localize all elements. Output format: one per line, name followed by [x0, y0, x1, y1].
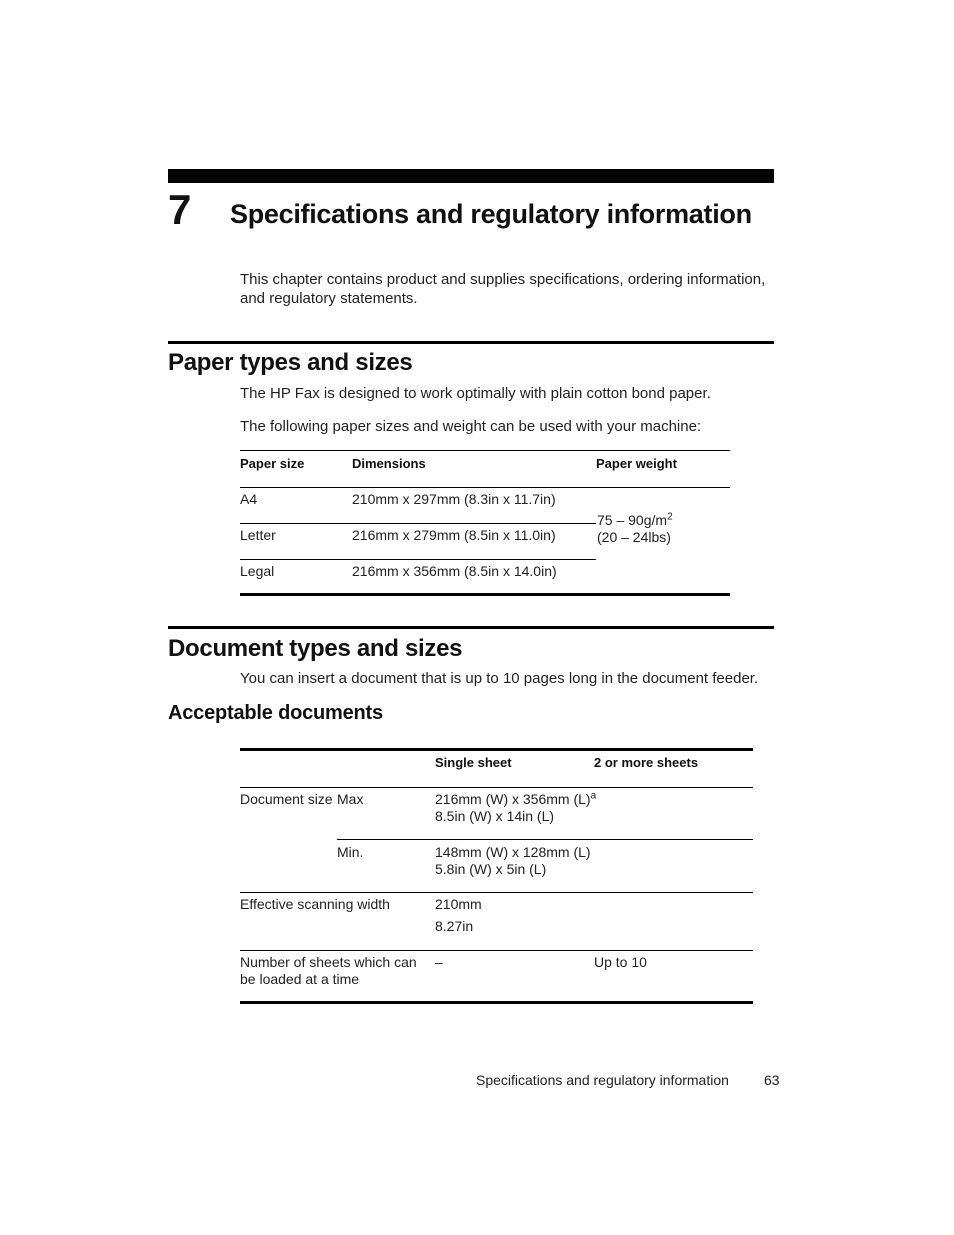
max-size-value: 216mm (W) x 356mm (L)	[435, 791, 591, 807]
max-size-metric	[435, 791, 596, 808]
table-rule	[240, 892, 753, 893]
section-heading-document: Document types and sizes	[168, 635, 463, 662]
section-rule	[168, 626, 774, 629]
chapter-number: 7	[168, 186, 192, 233]
section-heading-paper: Paper types and sizes	[168, 349, 413, 376]
paper-para-1: The HP Fax is designed to work optimally with plain cotton bond paper.	[240, 385, 711, 402]
intro-line-1: This chapter contains product and supplies specifications, ordering information,	[240, 271, 766, 288]
chapter-title: Specifications and regulatory information	[230, 199, 752, 229]
dimensions-cell: 216mm x 279mm (8.5in x 11.0in)	[352, 527, 556, 543]
sheets-single-cell: –	[435, 954, 443, 970]
row-label-scanning-width: Effective scanning width	[240, 896, 390, 912]
row-sublabel-min: Min.	[337, 844, 364, 860]
chapter-intro	[240, 270, 780, 308]
col-header-dimensions: Dimensions	[352, 456, 426, 471]
col-header-multiple-sheets: 2 or more sheets	[594, 755, 699, 770]
footer-title: Specifications and regulatory information	[476, 1072, 729, 1088]
paper-para-2: The following paper sizes and weight can be used with your machine:	[240, 418, 702, 435]
col-header-single-sheet: Single sheet	[435, 755, 512, 770]
footnote-marker: a	[590, 790, 597, 802]
max-size-cell	[435, 791, 596, 825]
row-label-document-size: Document size	[240, 791, 333, 807]
table-rule	[240, 950, 753, 951]
page-number: 63	[764, 1072, 780, 1088]
min-size-imperial: 5.8in (W) x 5in (L)	[435, 861, 547, 877]
dimensions-cell: 216mm x 356mm (8.5in x 14.0in)	[352, 563, 557, 579]
table-rule	[240, 787, 753, 788]
row-label-line-1: Number of sheets which can	[240, 954, 417, 970]
table-bottom-rule	[240, 593, 730, 596]
row-sublabel-max: Max	[337, 791, 364, 807]
chapter-bar	[168, 169, 774, 183]
table-bottom-rule	[240, 1001, 753, 1004]
col-header-paper-weight: Paper weight	[596, 456, 677, 471]
section-rule	[168, 341, 774, 344]
row-label-number-of-sheets	[240, 954, 417, 988]
max-size-imperial: 8.5in (W) x 14in (L)	[435, 808, 555, 824]
min-size-metric: 148mm (W) x 128mm (L)	[435, 844, 591, 860]
row-label-line-2: be loaded at a time	[240, 971, 360, 987]
paper-weight-imperial: (20 – 24lbs)	[597, 529, 671, 545]
table-rule	[240, 450, 730, 451]
subheading-acceptable-documents: Acceptable documents	[168, 702, 383, 724]
paper-size-cell: Letter	[240, 527, 276, 543]
sheets-multiple-cell: Up to 10	[594, 954, 647, 970]
table-rule	[240, 523, 596, 524]
paper-weight-value: 75 – 90g/m	[597, 512, 668, 528]
paper-weight-superscript: 2	[667, 511, 673, 523]
paper-weight-metric	[597, 512, 673, 529]
min-size-cell	[435, 844, 591, 878]
dimensions-cell: 210mm x 297mm (8.3in x 11.7in)	[352, 491, 556, 507]
scanning-width-imperial: 8.27in	[435, 918, 474, 934]
table-top-rule	[240, 748, 753, 751]
paper-size-cell: Legal	[240, 563, 275, 579]
col-header-paper-size: Paper size	[240, 456, 305, 471]
table-rule	[337, 839, 753, 840]
paper-weight-cell	[597, 512, 673, 546]
document-para: You can insert a document that is up to 10 pages long in the document feeder.	[240, 670, 759, 687]
table-rule	[240, 559, 596, 560]
intro-line-2: and regulatory statements.	[240, 290, 418, 307]
table-rule	[240, 487, 730, 488]
scanning-width-metric: 210mm	[435, 896, 482, 912]
paper-size-cell: A4	[240, 491, 258, 507]
